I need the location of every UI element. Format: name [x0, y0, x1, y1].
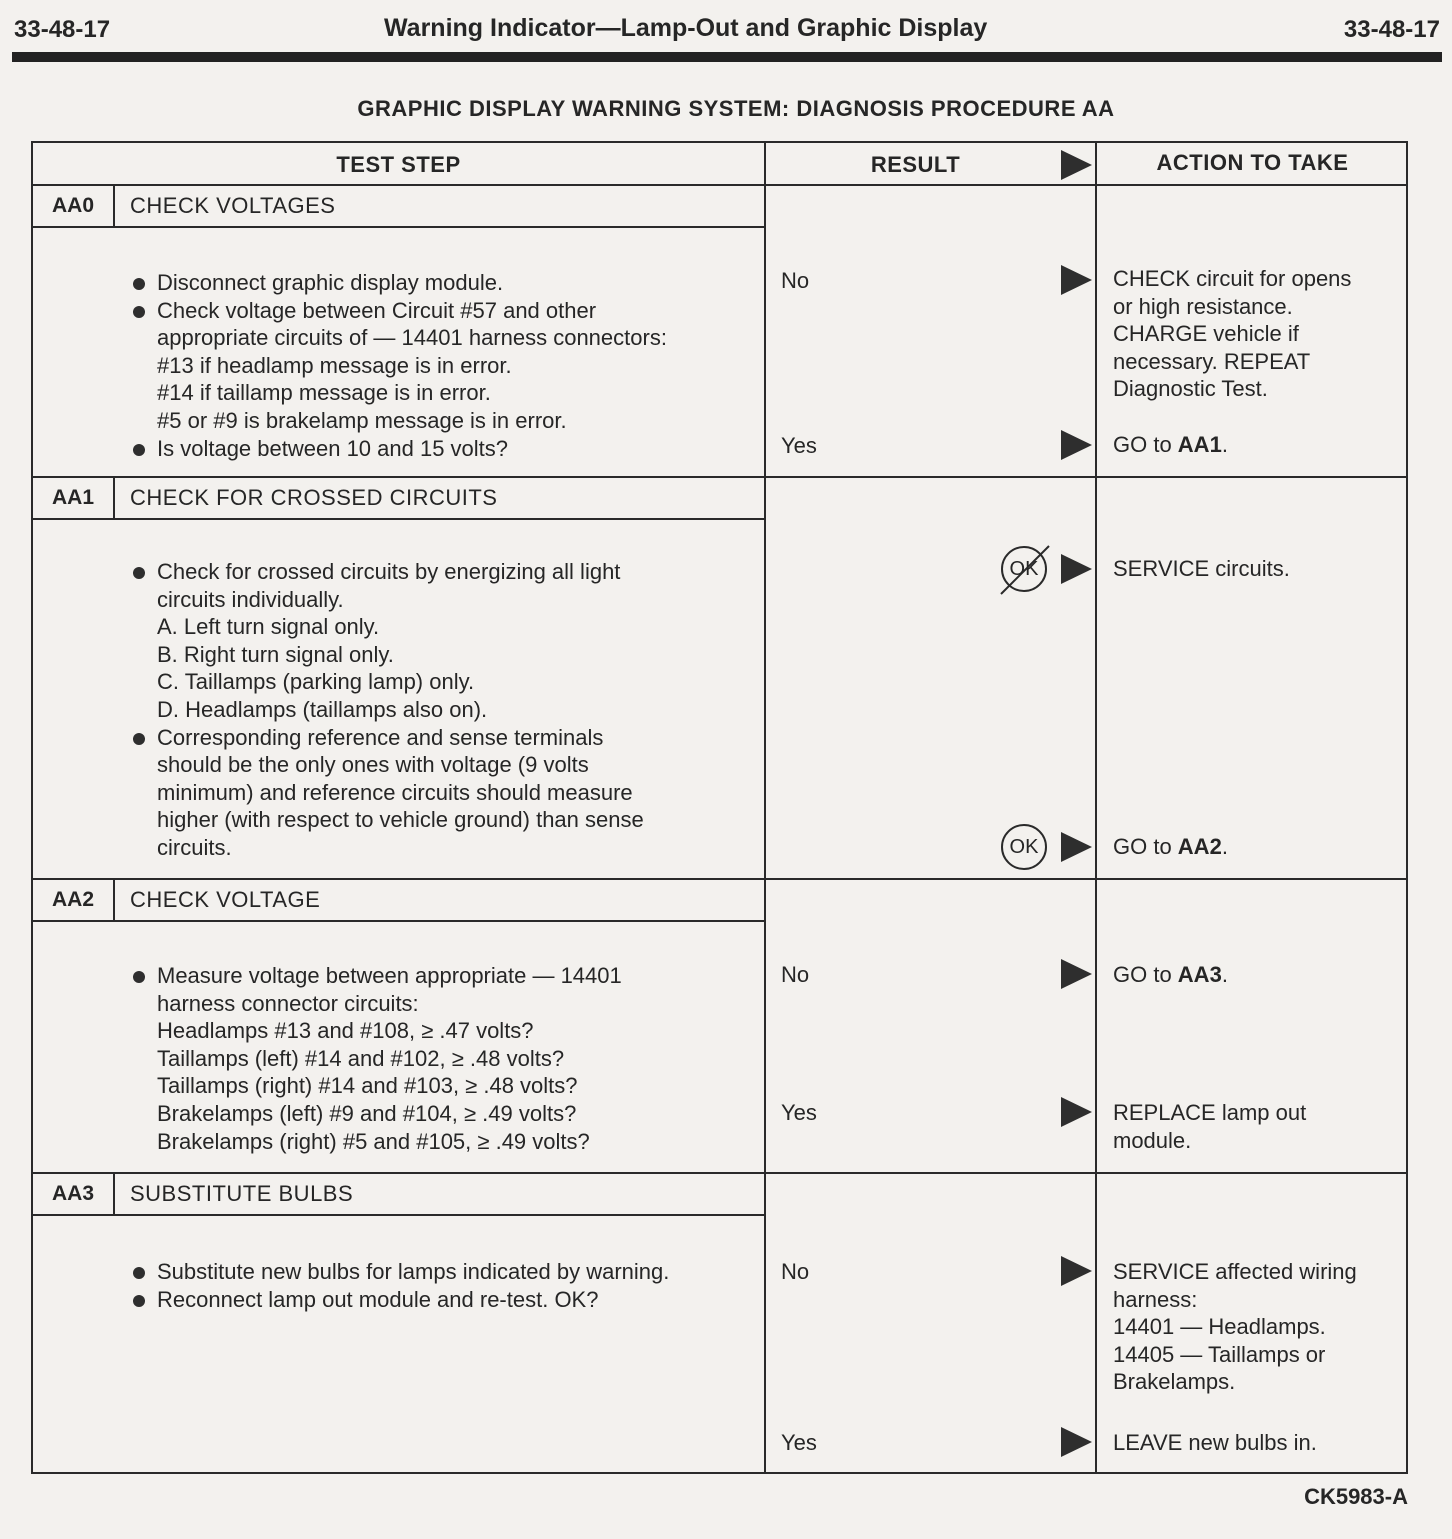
instruction-line: Brakelamps (right) #5 and #105, ≥ .49 volts? [157, 1128, 590, 1154]
result-label: No [781, 962, 810, 987]
step-title: CHECK FOR CROSSED CIRCUITS [130, 485, 498, 510]
result-label: No [781, 1259, 810, 1284]
step-header-aa3 [33, 1174, 766, 1216]
procedure-title: GRAPHIC DISPLAY WARNING SYSTEM: DIAGNOSIS PROCEDURE AA [357, 96, 1115, 121]
header-rule [12, 52, 1442, 62]
step-title: CHECK VOLTAGE [130, 887, 321, 912]
instruction-line: A. Left turn signal only. [157, 614, 380, 640]
action-text: LEAVE new bulbs in. [1113, 1430, 1317, 1455]
step-instructions [129, 1258, 759, 1313]
instruction-line: #13 if headlamp message is in error. [157, 352, 512, 378]
column-divider [764, 143, 766, 1472]
diagnosis-table [31, 141, 1408, 1474]
action-text: SERVICE circuits. [1113, 556, 1290, 581]
action-text: REPLACE lamp out module. [1113, 1100, 1307, 1153]
instruction-line: Taillamps (right) #14 and #103, ≥ .48 volts? [157, 1073, 578, 1099]
arrow-icon [1061, 265, 1092, 295]
instruction-line: Corresponding reference and sense terminals [129, 724, 759, 752]
action-text: GO to AA1. [1113, 432, 1228, 457]
not-ok-symbol: OK [1001, 546, 1047, 592]
instruction-line: Brakelamps (left) #9 and #104, ≥ .49 volts? [157, 1100, 577, 1126]
arrow-icon [1061, 832, 1092, 862]
instruction-line: Taillamps (left) #14 and #102, ≥ .48 volts? [157, 1045, 565, 1071]
page-number-left: 33-48-17 [14, 16, 111, 43]
arrow-icon [1061, 1097, 1092, 1127]
instruction-line: harness connector circuits: [157, 990, 419, 1016]
instruction-line: D. Headlamps (taillamps also on). [157, 696, 488, 722]
page-header [0, 12, 1452, 52]
step-title: SUBSTITUTE BULBS [130, 1181, 354, 1206]
column-header-action: ACTION TO TAKE [1156, 149, 1349, 175]
action-text: GO to AA3. [1113, 962, 1228, 987]
step-instructions [129, 269, 759, 462]
instruction-line: B. Right turn signal only. [157, 641, 394, 667]
arrow-icon [1061, 959, 1092, 989]
instruction-line: Check voltage between Circuit #57 and other [129, 297, 759, 325]
instruction-line: Substitute new bulbs for lamps indicated by warning. [129, 1258, 759, 1286]
instruction-line: Is voltage between 10 and 15 volts? [129, 435, 759, 463]
result-label: Yes [781, 1100, 817, 1125]
step-id: AA0 [33, 186, 115, 226]
instruction-line: Reconnect lamp out module and re-test. OK? [129, 1286, 759, 1314]
header-arrow-icon [1061, 150, 1092, 180]
action-text: CHECK circuit for opens or high resistance. CHARGE vehicle if necessary. REPEAT Diagnostic Test. [1113, 266, 1352, 402]
step-id: AA1 [33, 478, 115, 518]
step-header-aa1 [33, 478, 766, 520]
figure-code: CK5983-A [1304, 1484, 1408, 1509]
section-title: Warning Indicator—Lamp-Out and Graphic Display [384, 14, 988, 42]
strike-icon [997, 542, 1053, 598]
instruction-line: #14 if taillamp message is in error. [157, 380, 491, 406]
instruction-line: circuits. [157, 834, 232, 860]
result-label: No [781, 268, 810, 293]
column-header-result: RESULT [870, 151, 961, 177]
result-label: Yes [781, 433, 817, 458]
step-instructions [129, 558, 759, 862]
ok-symbol: OK [1001, 824, 1047, 870]
instruction-line: #5 or #9 is brakelamp message is in error. [157, 407, 567, 433]
arrow-icon [1061, 1427, 1092, 1457]
arrow-icon [1061, 1256, 1092, 1286]
instruction-line: appropriate circuits of — 14401 harness connectors: [157, 325, 667, 351]
step-id: AA2 [33, 880, 115, 920]
result-label: Yes [781, 1430, 817, 1455]
instruction-line: higher (with respect to vehicle ground) than sense [157, 807, 644, 833]
step-header-aa2 [33, 880, 766, 922]
instruction-line: Measure voltage between appropriate — 14401 [129, 962, 759, 990]
instruction-line: Headlamps #13 and #108, ≥ .47 volts? [157, 1018, 534, 1044]
instruction-line: C. Taillamps (parking lamp) only. [157, 669, 475, 695]
instruction-line: circuits individually. [157, 586, 344, 612]
action-text: GO to AA2. [1113, 834, 1228, 859]
instruction-line: minimum) and reference circuits should measure [157, 779, 633, 805]
column-header-test-step: TEST STEP [336, 151, 461, 177]
instruction-line: should be the only ones with voltage (9 volts [157, 752, 589, 778]
step-header-aa0 [33, 186, 766, 228]
arrow-icon [1061, 430, 1092, 460]
instruction-line: Disconnect graphic display module. [129, 269, 759, 297]
arrow-icon [1061, 554, 1092, 584]
page-number-right: 33-48-17 [1343, 16, 1440, 43]
action-text: SERVICE affected wiring harness: 14401 — Headlamps. 14405 — Taillamps or Brakelamps. [1113, 1259, 1357, 1395]
instruction-line: Check for crossed circuits by energizing all light [129, 558, 759, 586]
column-divider [1095, 143, 1097, 1472]
step-instructions [129, 962, 759, 1155]
step-title: CHECK VOLTAGES [130, 193, 336, 218]
step-id: AA3 [33, 1174, 115, 1214]
